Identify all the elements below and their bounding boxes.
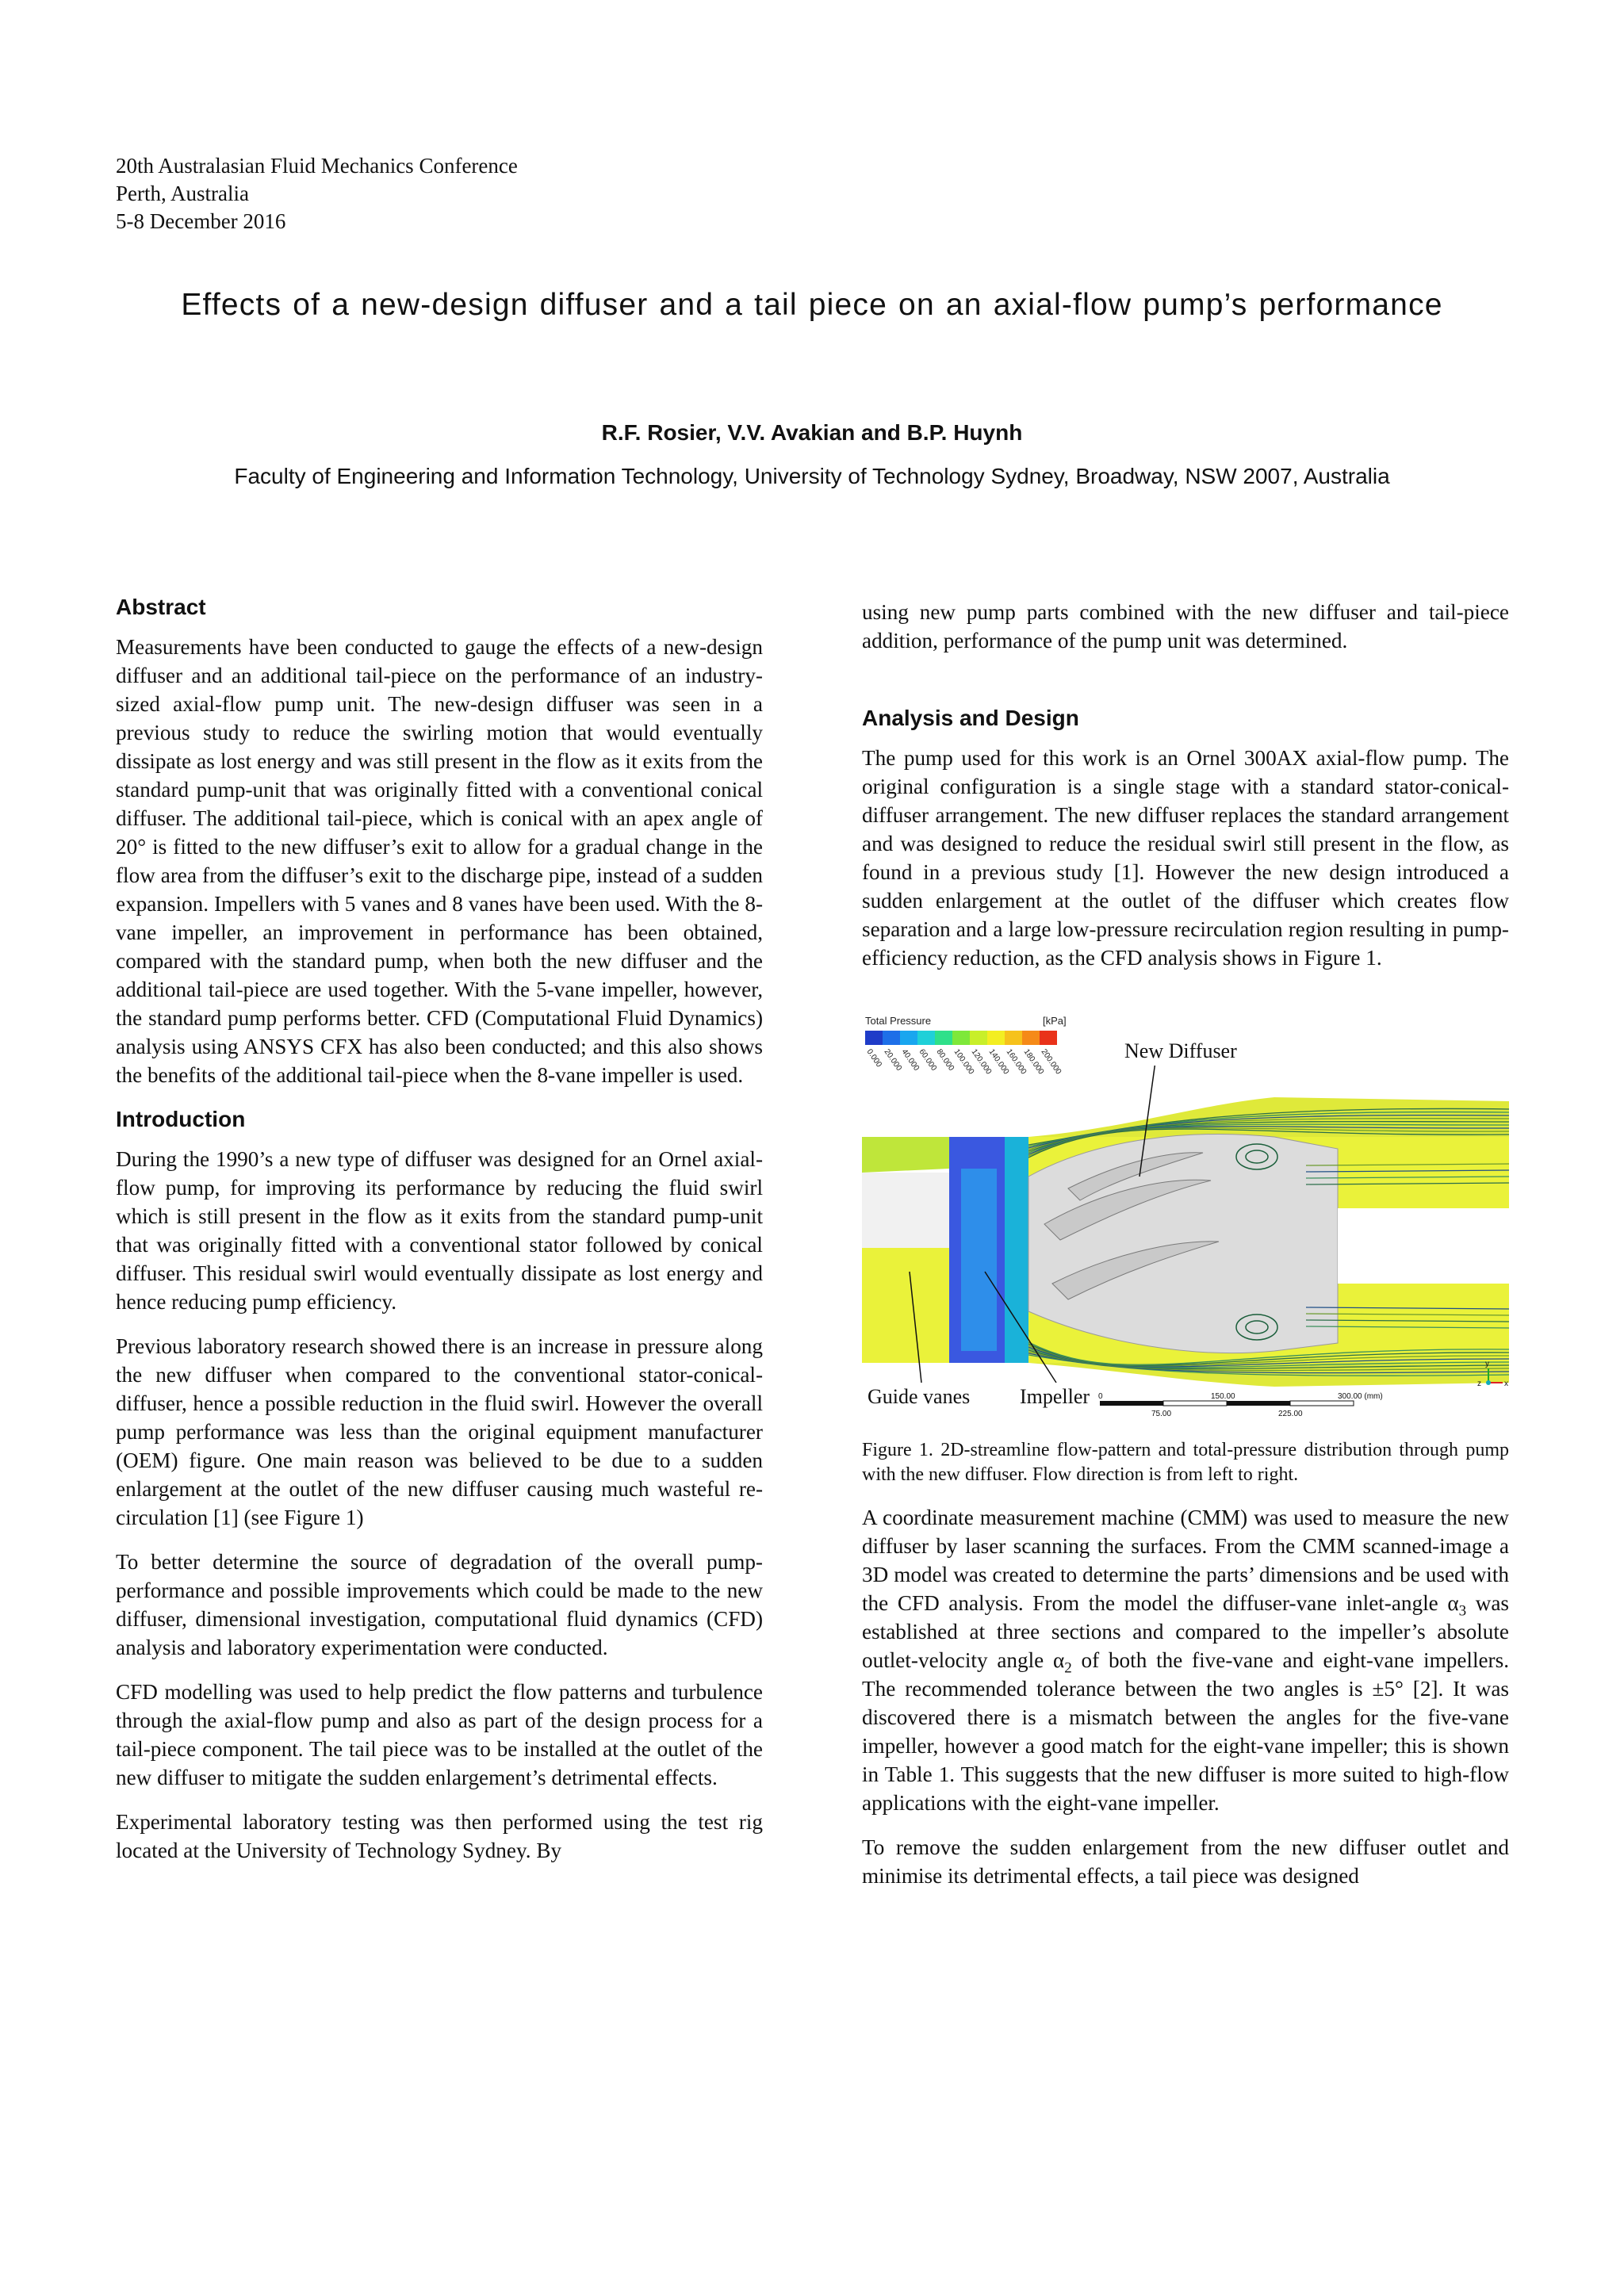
cmm-text-b: was established at three sections and compared to the impeller’s absolute outlet-velocity angle α: [862, 1591, 1509, 1672]
legend-tick-label: 160.000: [1004, 1047, 1028, 1077]
legend-swatch: [917, 1031, 935, 1045]
legend-tick-label: 20.000: [882, 1047, 904, 1073]
legend-tick-label: 0.000: [864, 1047, 883, 1070]
abstract-heading: Abstract: [116, 595, 206, 619]
scale-tick: 300.00 (mm): [1338, 1392, 1383, 1401]
figure-1-caption: Figure 1. 2D-streamline flow-pattern and total-pressure distribution through pump with the new diffuser. Flow direction is from left to right.: [862, 1440, 1509, 1485]
legend-swatch: [865, 1031, 883, 1045]
conference-date: 5-8 December 2016: [116, 209, 286, 233]
label-impeller: Impeller: [1017, 1383, 1092, 1411]
legend-tick-label: 80.000: [934, 1047, 956, 1073]
legend-unit: [kPa]: [1043, 1015, 1067, 1027]
paper-authors: R.F. Rosier, V.V. Avakian and B.P. Huynh: [601, 420, 1023, 445]
legend-swatch: [1040, 1031, 1057, 1045]
pump-domain: [862, 1097, 1509, 1387]
legend-swatch: [935, 1031, 952, 1045]
analysis-paragraph: The pump used for this work is an Ornel 300AX axial-flow pump. The original configuration is a single stage with a standard stator-conical-diffuser arrangement. The new diffuser replaces the standard arrangement and was designed to reduce the residual swirl still present in the flow, as found in a previous study [1]. However the new design introduced a sudden enlargement at the outlet of the diffuser which creates flow separation and a large low-pressure recirculation region resulting in pump-efficiency reduction, as the CFD analysis shows in Figure 1.: [862, 746, 1509, 970]
cmm-text-a: A coordinate measurement machine (CMM) was used to measure the new diffuser by laser scanning the surfaces. From the CMM scanned-image a 3D model was created to determine the parts’ dimensions and be used with the CFD analysis. From the model the diffuser-vane inlet-angle α: [862, 1506, 1509, 1615]
legend-tick-label: 180.000: [1021, 1047, 1046, 1077]
legend-tick-label: 60.000: [917, 1047, 939, 1073]
scale-tick: 0: [1098, 1392, 1103, 1401]
axis-label: x: [1504, 1380, 1508, 1388]
intro-paragraph: To better determine the source of degradation of the overall pump-performance and possible improvements which could be made to the new diffuser, dimensional investigation, computational fluid dynamics (CFD) analysis and laboratory experimentation were conducted.: [116, 1550, 763, 1659]
cmm-paragraph: [862, 1503, 1509, 1817]
legend-swatch: [987, 1031, 1005, 1045]
scale-tick: 150.00: [1211, 1392, 1235, 1401]
introduction-heading: Introduction: [116, 1107, 246, 1131]
scale-sub-tick: 75.00: [1151, 1410, 1172, 1418]
abstract-text: Measurements have been conducted to gauge the effects of a new-design diffuser and an additional tail-piece on the performance of an industry-sized axial-flow pump unit. The new-design diffuser was seen in a previous study to reduce the swirling motion that would eventually dissipate as lost energy and was still present in the flow as it exits from the standard pump-unit that was originally fitted with a conventional conical diffuser. The additional tail-piece, which is conical with an apex angle of 20° is fitted to the new diffuser’s exit to allow for a gradual change in the flow area from the diffuser’s exit to the discharge pipe, instead of a sudden expansion. Impellers with 5 vanes and 8 vanes have been used. With the 8-vane impeller, an improvement in performance has been obtained, compared with the standard pump, when both the new diffuser and the additional tail-piece are used together. With the 5-vane impeller, however, the standard pump performs better. CFD (Computational Fluid Dynamics) analysis using ANSYS CFX has also been conducted; and this also shows the benefits of the additional tail-piece when the 8-vane impeller is used.: [116, 635, 763, 1087]
axis-label: y: [1485, 1360, 1489, 1368]
legend-swatch: [952, 1031, 970, 1045]
intro-paragraph: CFD modelling was used to help predict the flow patterns and turbulence through the axial-flow pump and also as part of the design process for a tail-piece component. The tail piece was to be installed at the outlet of the new diffuser to mitigate the sudden enlargement’s detrimental effects.: [116, 1680, 763, 1789]
impeller-region: [1005, 1137, 1028, 1363]
legend-swatch: [1005, 1031, 1022, 1045]
legend-tick-label: 140.000: [986, 1047, 1011, 1077]
tail-piece-paragraph: To remove the sudden enlargement from the new diffuser outlet and minimise its detrimental effects, a tail piece was designed: [862, 1835, 1509, 1888]
color-legend: [865, 1031, 1057, 1045]
paper-title: Effects of a new-design diffuser and a tail piece on an axial-flow pump’s performance: [181, 288, 1443, 322]
label-new-diffuser: New Diffuser: [1122, 1037, 1239, 1066]
inlet-hub: [862, 1173, 949, 1248]
legend-tick-label: 100.000: [952, 1047, 976, 1077]
right-column: [862, 598, 1509, 1906]
legend-tick-label: 200.000: [1039, 1047, 1063, 1077]
left-column: [116, 593, 763, 1881]
conference-location: Perth, Australia: [116, 182, 249, 205]
cmm-text-c: of both the five-vane and eight-vane impellers. The recommended tolerance between the two angles is ±5° [2]. It was discovered there is a mismatch between the angles for the five-vane impeller, however a good match for the eight-vane impeller; this is shown in Table 1. This suggests that the new diffuser is more suited to high-flow applications with the eight-vane impeller.: [862, 1648, 1509, 1815]
label-guide-vanes: Guide vanes: [865, 1383, 972, 1411]
analysis-heading: Analysis and Design: [862, 706, 1079, 730]
legend-swatch: [970, 1031, 987, 1045]
scale-sub-tick: 225.00: [1278, 1410, 1303, 1418]
outlet-pipe-core: [1338, 1208, 1509, 1284]
legend-swatch: [1022, 1031, 1040, 1045]
legend-swatch: [900, 1031, 917, 1045]
intro-paragraph: Previous laboratory research showed there is an increase in pressure along the new diffuser when compared to the conventional stator-conical-diffuser, hence a possible reduction in the fluid swirl. However the overall pump performance was less than the original equipment manufacturer (OEM) figure. One main reason was believed to be due to a sudden enlargement at the outlet of the new diffuser causing much wasteful re-circulation [1] (see Figure 1): [116, 1334, 763, 1529]
legend-tick-labels: [865, 1047, 1063, 1076]
continued-paragraph: using new pump parts combined with the new diffuser and tail-piece addition, performance of the pump unit was determined.: [862, 600, 1509, 652]
scale-bar: [1098, 1392, 1383, 1418]
conference-name: 20th Australasian Fluid Mechanics Conference: [116, 154, 518, 178]
legend-swatch: [883, 1031, 900, 1045]
alpha-subscript-2: 2: [1064, 1659, 1072, 1677]
paper-affiliation: Faculty of Engineering and Information Technology, University of Technology Sydney, Broadway, NSW 2007, Australia: [234, 464, 1390, 488]
axis-label: z: [1477, 1380, 1481, 1388]
intro-paragraph: During the 1990’s a new type of diffuser was designed for an Ornel axial-flow pump, for improving its performance by reducing the fluid swirl which is still present in the flow as it exits from the standard pump-unit that was originally fitted with a conventional stator followed by conical diffuser. This residual swirl would eventually dissipate as lost energy and hence reducing pump efficiency.: [116, 1147, 763, 1314]
cfd-pressure-plot: [862, 1010, 1509, 1438]
intro-paragraph: Experimental laboratory testing was then performed using the test rig located at the University of Technology Sydney. By: [116, 1810, 763, 1862]
legend-tick-label: 120.000: [969, 1047, 994, 1077]
conference-info: [116, 152, 518, 235]
figure-1: [862, 1010, 1509, 1438]
legend-tick-label: 40.000: [899, 1047, 921, 1073]
legend-title: Total Pressure: [865, 1015, 932, 1027]
alpha-subscript-3: 3: [1458, 1602, 1467, 1620]
